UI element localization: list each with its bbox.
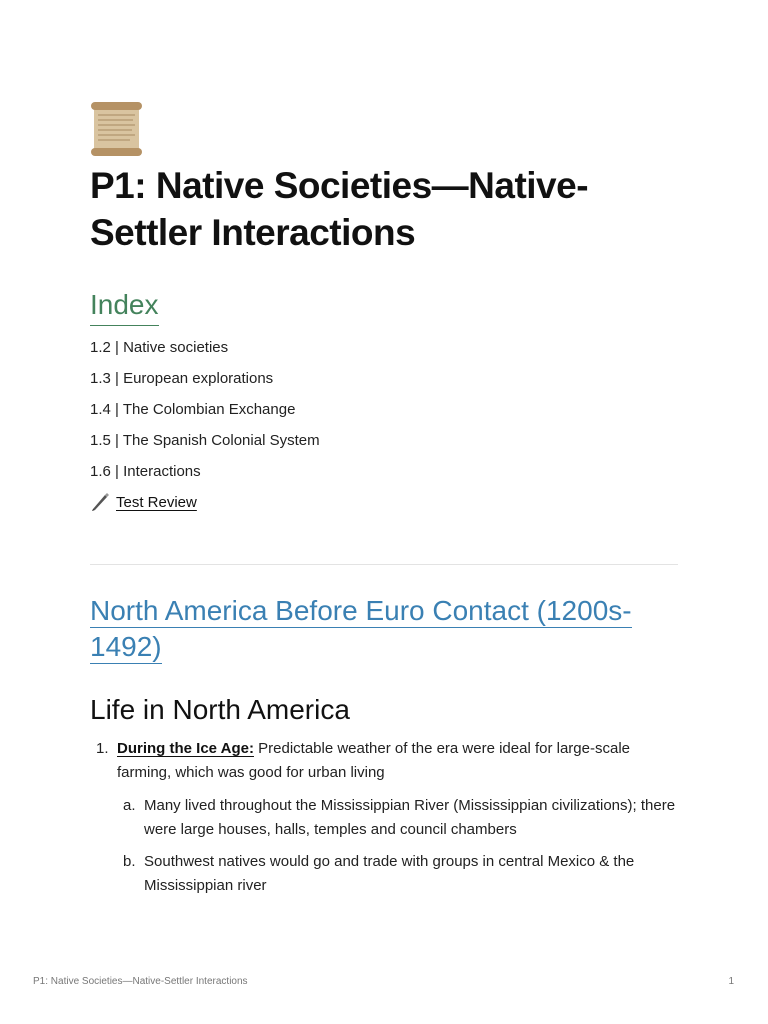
index-item: 1.5 | The Spanish Colonial System (90, 432, 320, 449)
sub-list-text: Many lived throughout the Mississippian River (Mississippian civilizations); there were large houses, halls, temples and council chambers (144, 797, 676, 838)
list-text: Predictable weather of the era were ideal for large-scale farming, which was good for urban living (117, 740, 631, 781)
footer-page-number: 1 (728, 976, 734, 987)
index-item: 1.6 | Interactions (90, 463, 201, 480)
section-heading-text: North America Before Euro Contact (1200s-1492) (90, 595, 632, 662)
sub-list (117, 794, 678, 897)
test-review-row[interactable] (90, 492, 197, 512)
sub-heading: Life in North America (90, 694, 350, 725)
index-list (90, 332, 320, 487)
sub-list-marker: b. (123, 853, 136, 870)
numbered-list (90, 737, 678, 906)
index-item: 1.2 | Native societies (90, 339, 229, 356)
list-term: During the Ice Age: (117, 740, 254, 757)
divider (90, 564, 678, 565)
list-item (90, 737, 678, 897)
test-review-link[interactable]: Test Review (116, 493, 197, 511)
section-heading (90, 593, 678, 665)
sub-list-item (117, 794, 678, 841)
index-item: 1.3 | European explorations (90, 370, 274, 387)
sub-list-marker: a. (123, 797, 136, 814)
page-title: P1: Native Societies—Native-Settler Interactions (90, 165, 589, 253)
scroll-icon (90, 100, 143, 157)
pen-icon (90, 492, 110, 512)
sub-list-text: Southwest natives would go and trade with groups in central Mexico & the Mississippian river (144, 853, 635, 894)
footer-title: P1: Native Societies—Native-Settler Interactions (33, 976, 248, 987)
sub-list-item (117, 850, 678, 897)
index-item: 1.4 | The Colombian Exchange (90, 401, 296, 418)
list-marker: 1. (96, 740, 109, 757)
index-heading: Index (90, 285, 159, 326)
